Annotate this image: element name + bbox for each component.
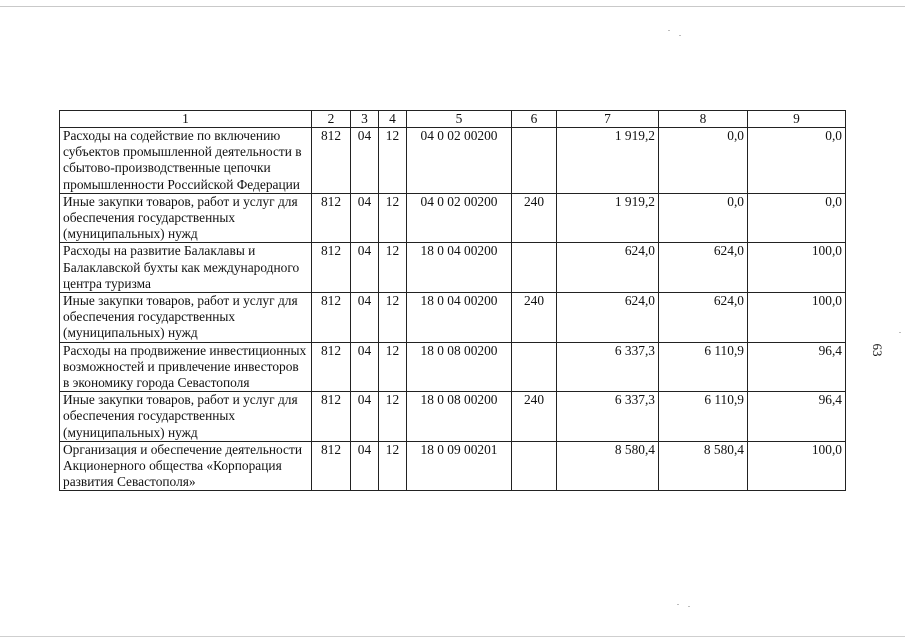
budget-table [59,110,846,491]
column-header: 2 [312,111,351,128]
column-header: 5 [407,111,512,128]
executed-amount: 6 110,9 [659,392,748,442]
section-code: 04 [351,293,379,343]
target-article-code: 18 0 08 00200 [407,392,512,442]
column-header: 7 [557,111,659,128]
subsection-code: 12 [379,193,407,243]
expense-type-code [512,342,557,392]
planned-amount: 1 919,2 [557,128,659,194]
subsection-code: 12 [379,392,407,442]
column-header: 4 [379,111,407,128]
page-number: 63 [870,343,885,357]
execution-percent: 0,0 [748,128,846,194]
table-row [60,392,846,442]
subsection-code: 12 [379,441,407,491]
table-header-row [60,111,846,128]
section-code: 04 [351,193,379,243]
expense-name: Расходы на продвижение инвестиционных возможностей и привлечение инвесторов в экономику города Севастополя [60,342,312,392]
expense-name: Иные закупки товаров, работ и услуг для обеспечения государственных (муниципальных) нужд [60,193,312,243]
execution-percent: 96,4 [748,392,846,442]
scan-edge-top [0,6,905,7]
ministry-code: 812 [312,243,351,293]
table-row [60,193,846,243]
target-article-code: 04 0 02 00200 [407,193,512,243]
column-header: 1 [60,111,312,128]
section-code: 04 [351,342,379,392]
expense-type-code [512,128,557,194]
planned-amount: 6 337,3 [557,392,659,442]
table-row [60,243,846,293]
ministry-code: 812 [312,193,351,243]
section-code: 04 [351,128,379,194]
ministry-code: 812 [312,342,351,392]
expense-name: Расходы на развитие Балаклавы и Балаклавской бухты как международного центра туризма [60,243,312,293]
table-row [60,342,846,392]
expense-name: Иные закупки товаров, работ и услуг для обеспечения государственных (муниципальных) нужд [60,392,312,442]
section-code: 04 [351,392,379,442]
executed-amount: 6 110,9 [659,342,748,392]
expense-type-code: 240 [512,293,557,343]
column-header: 9 [748,111,846,128]
execution-percent: 0,0 [748,193,846,243]
planned-amount: 8 580,4 [557,441,659,491]
target-article-code: 18 0 04 00200 [407,243,512,293]
target-article-code: 18 0 08 00200 [407,342,512,392]
ministry-code: 812 [312,128,351,194]
column-header: 8 [659,111,748,128]
scan-edge-bottom [0,636,905,637]
table-row [60,441,846,491]
planned-amount: 624,0 [557,243,659,293]
ministry-code: 812 [312,441,351,491]
table-row [60,128,846,194]
executed-amount: 0,0 [659,128,748,194]
expense-type-code [512,441,557,491]
expense-name: Расходы на содействие по включению субъектов промышленной деятельности в сбытово-производственные цепочки промышленности Российской Федерации [60,128,312,194]
subsection-code: 12 [379,243,407,293]
scan-speck [668,30,670,31]
execution-percent: 100,0 [748,243,846,293]
scan-speck [677,604,679,605]
planned-amount: 1 919,2 [557,193,659,243]
target-article-code: 04 0 02 00200 [407,128,512,194]
subsection-code: 12 [379,342,407,392]
expense-type-code: 240 [512,193,557,243]
section-code: 04 [351,243,379,293]
subsection-code: 12 [379,128,407,194]
expense-name: Иные закупки товаров, работ и услуг для обеспечения государственных (муниципальных) нужд [60,293,312,343]
ministry-code: 812 [312,293,351,343]
expense-type-code [512,243,557,293]
planned-amount: 6 337,3 [557,342,659,392]
target-article-code: 18 0 04 00200 [407,293,512,343]
column-header: 6 [512,111,557,128]
table-row [60,293,846,343]
scan-speck [688,606,690,607]
planned-amount: 624,0 [557,293,659,343]
execution-percent: 100,0 [748,293,846,343]
scan-speck [899,332,901,333]
execution-percent: 96,4 [748,342,846,392]
executed-amount: 0,0 [659,193,748,243]
subsection-code: 12 [379,293,407,343]
executed-amount: 624,0 [659,293,748,343]
scan-speck [679,35,681,36]
executed-amount: 624,0 [659,243,748,293]
executed-amount: 8 580,4 [659,441,748,491]
column-header: 3 [351,111,379,128]
expense-type-code: 240 [512,392,557,442]
execution-percent: 100,0 [748,441,846,491]
section-code: 04 [351,441,379,491]
target-article-code: 18 0 09 00201 [407,441,512,491]
expense-name: Организация и обеспечение деятельности Акционерного общества «Корпорация развития Севастополя» [60,441,312,491]
ministry-code: 812 [312,392,351,442]
